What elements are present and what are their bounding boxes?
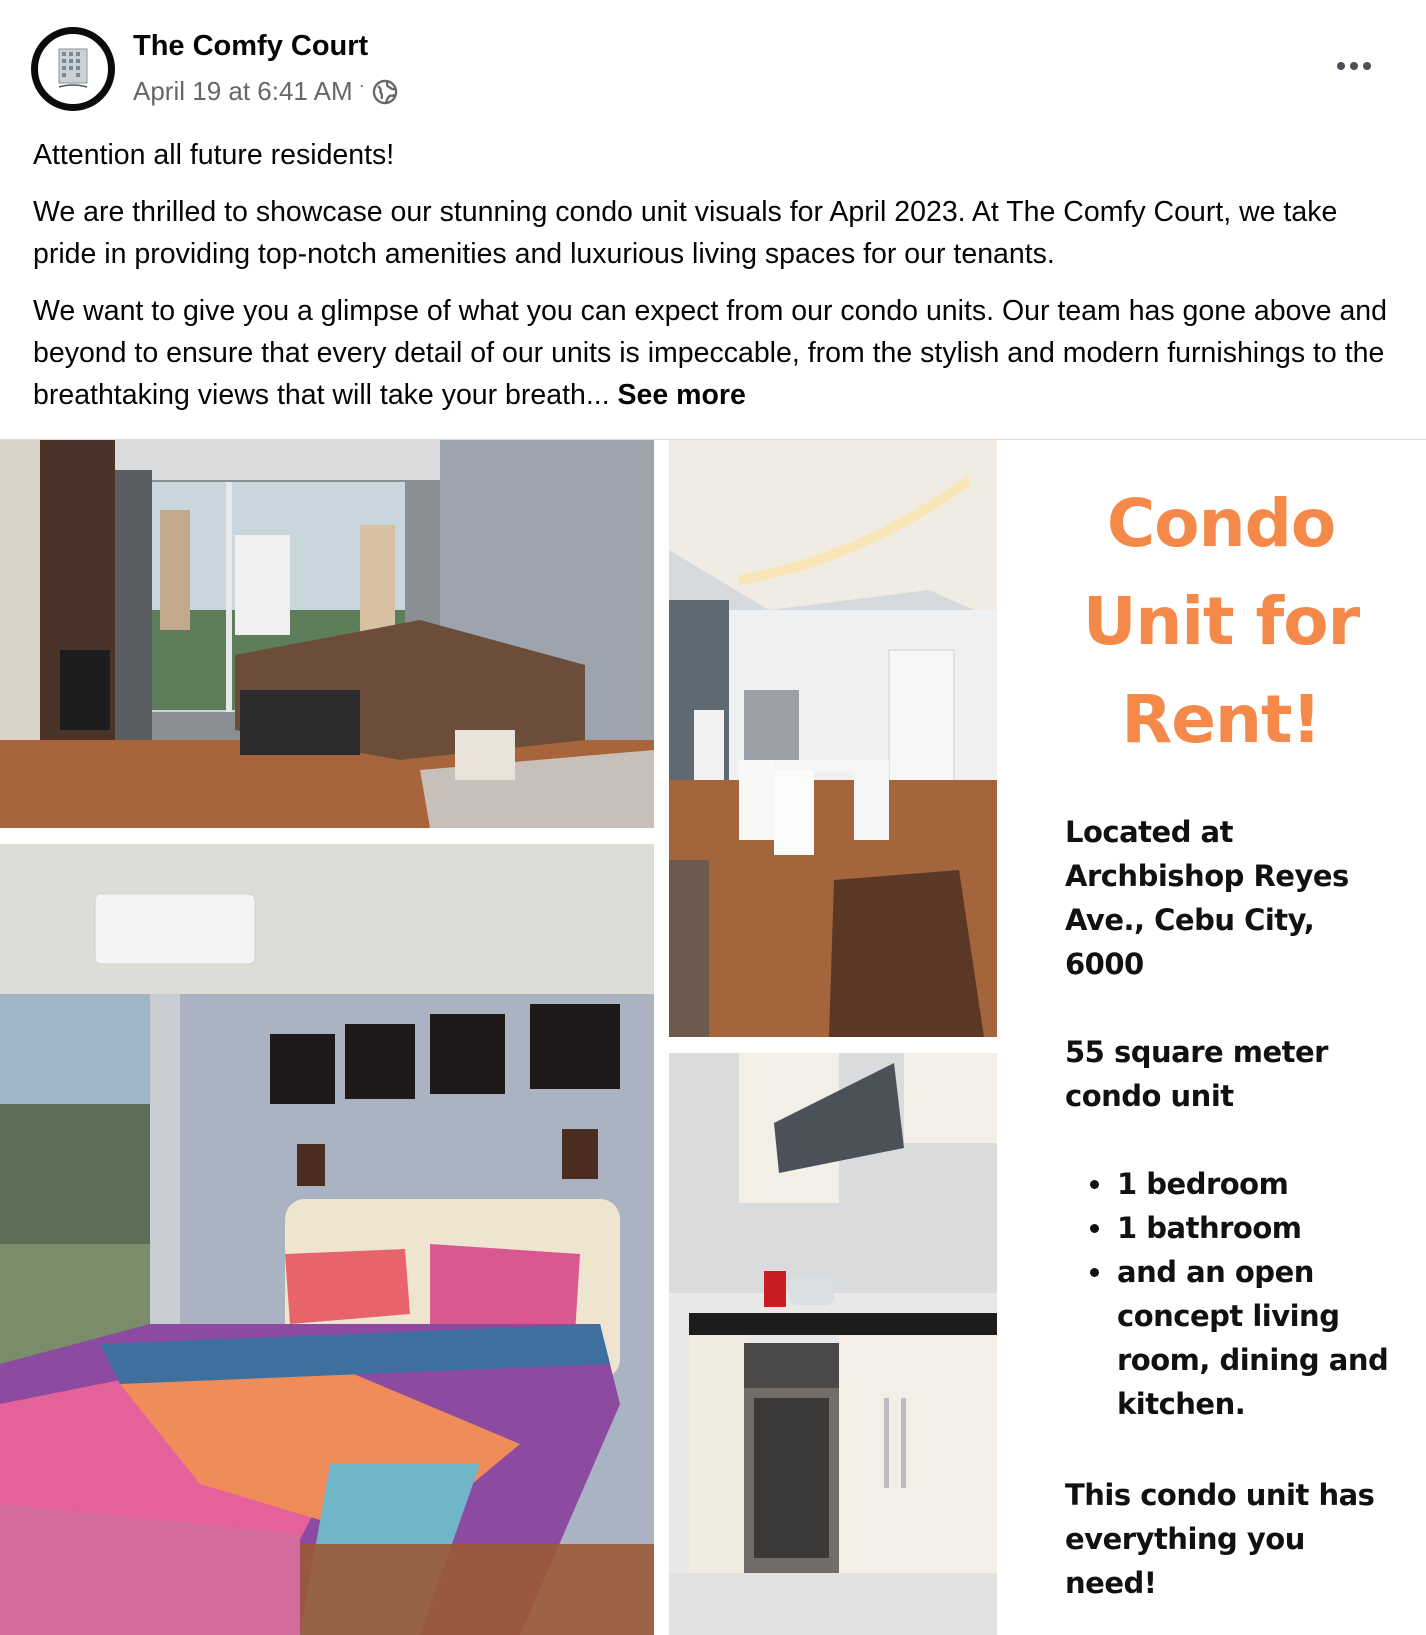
see-more-link[interactable]: See more — [617, 379, 746, 411]
post-text — [33, 134, 1393, 431]
post-timestamp[interactable]: April 19 at 6:41 AM — [133, 76, 353, 106]
flyer-title-line: Condo — [1106, 485, 1336, 562]
feature-item: 1 bedroom — [1117, 1162, 1417, 1206]
flyer-location: Located at Archbishop Reyes Ave., Cebu City, 6000 — [1065, 815, 1349, 981]
globe-icon[interactable] — [371, 78, 399, 106]
feature-item: 1 bathroom — [1117, 1206, 1417, 1250]
dining-area-photo[interactable] — [669, 440, 997, 1037]
post-paragraph-text: We want to give you a glimpse of what you can expect from our condo units. Our team has gone above and beyond to ensure that every detail of our units is impeccable, from the stylish and modern furnishings to the breathtaking views that will take your breath... — [33, 295, 1388, 411]
post-meta — [133, 76, 399, 107]
page-name[interactable]: The Comfy Court — [133, 30, 369, 62]
post-paragraph — [33, 290, 1393, 416]
meta-separator: · — [358, 75, 365, 95]
living-room-photo[interactable] — [0, 440, 654, 828]
kitchen-photo[interactable] — [669, 1053, 997, 1635]
feature-item: and an open concept living room, dining and kitchen. — [1117, 1250, 1417, 1426]
post-paragraph: Attention all future residents! — [33, 139, 395, 171]
building-logo-icon — [45, 41, 101, 97]
more-options-button[interactable] — [1322, 46, 1386, 86]
flyer-title-line: Rent! — [1121, 681, 1321, 758]
rental-flyer[interactable] — [997, 440, 1426, 1635]
flyer-features — [1090, 1162, 1417, 1426]
flyer-title-line: Unit for — [1082, 583, 1360, 660]
ellipsis-icon — [1337, 62, 1345, 70]
post-paragraph: We are thrilled to showcase our stunning condo unit visuals for April 2023. At The Comfy Court, we take pride in providing top-notch amenities and luxurious living spaces for our tenants. — [33, 196, 1338, 270]
flyer-size: 55 square meter condo unit — [1065, 1035, 1328, 1113]
bedroom-photo[interactable] — [0, 844, 654, 1635]
flyer-closing: This condo unit has everything you need! — [1065, 1478, 1375, 1600]
page-avatar[interactable] — [31, 27, 115, 111]
flyer-title — [997, 475, 1426, 769]
